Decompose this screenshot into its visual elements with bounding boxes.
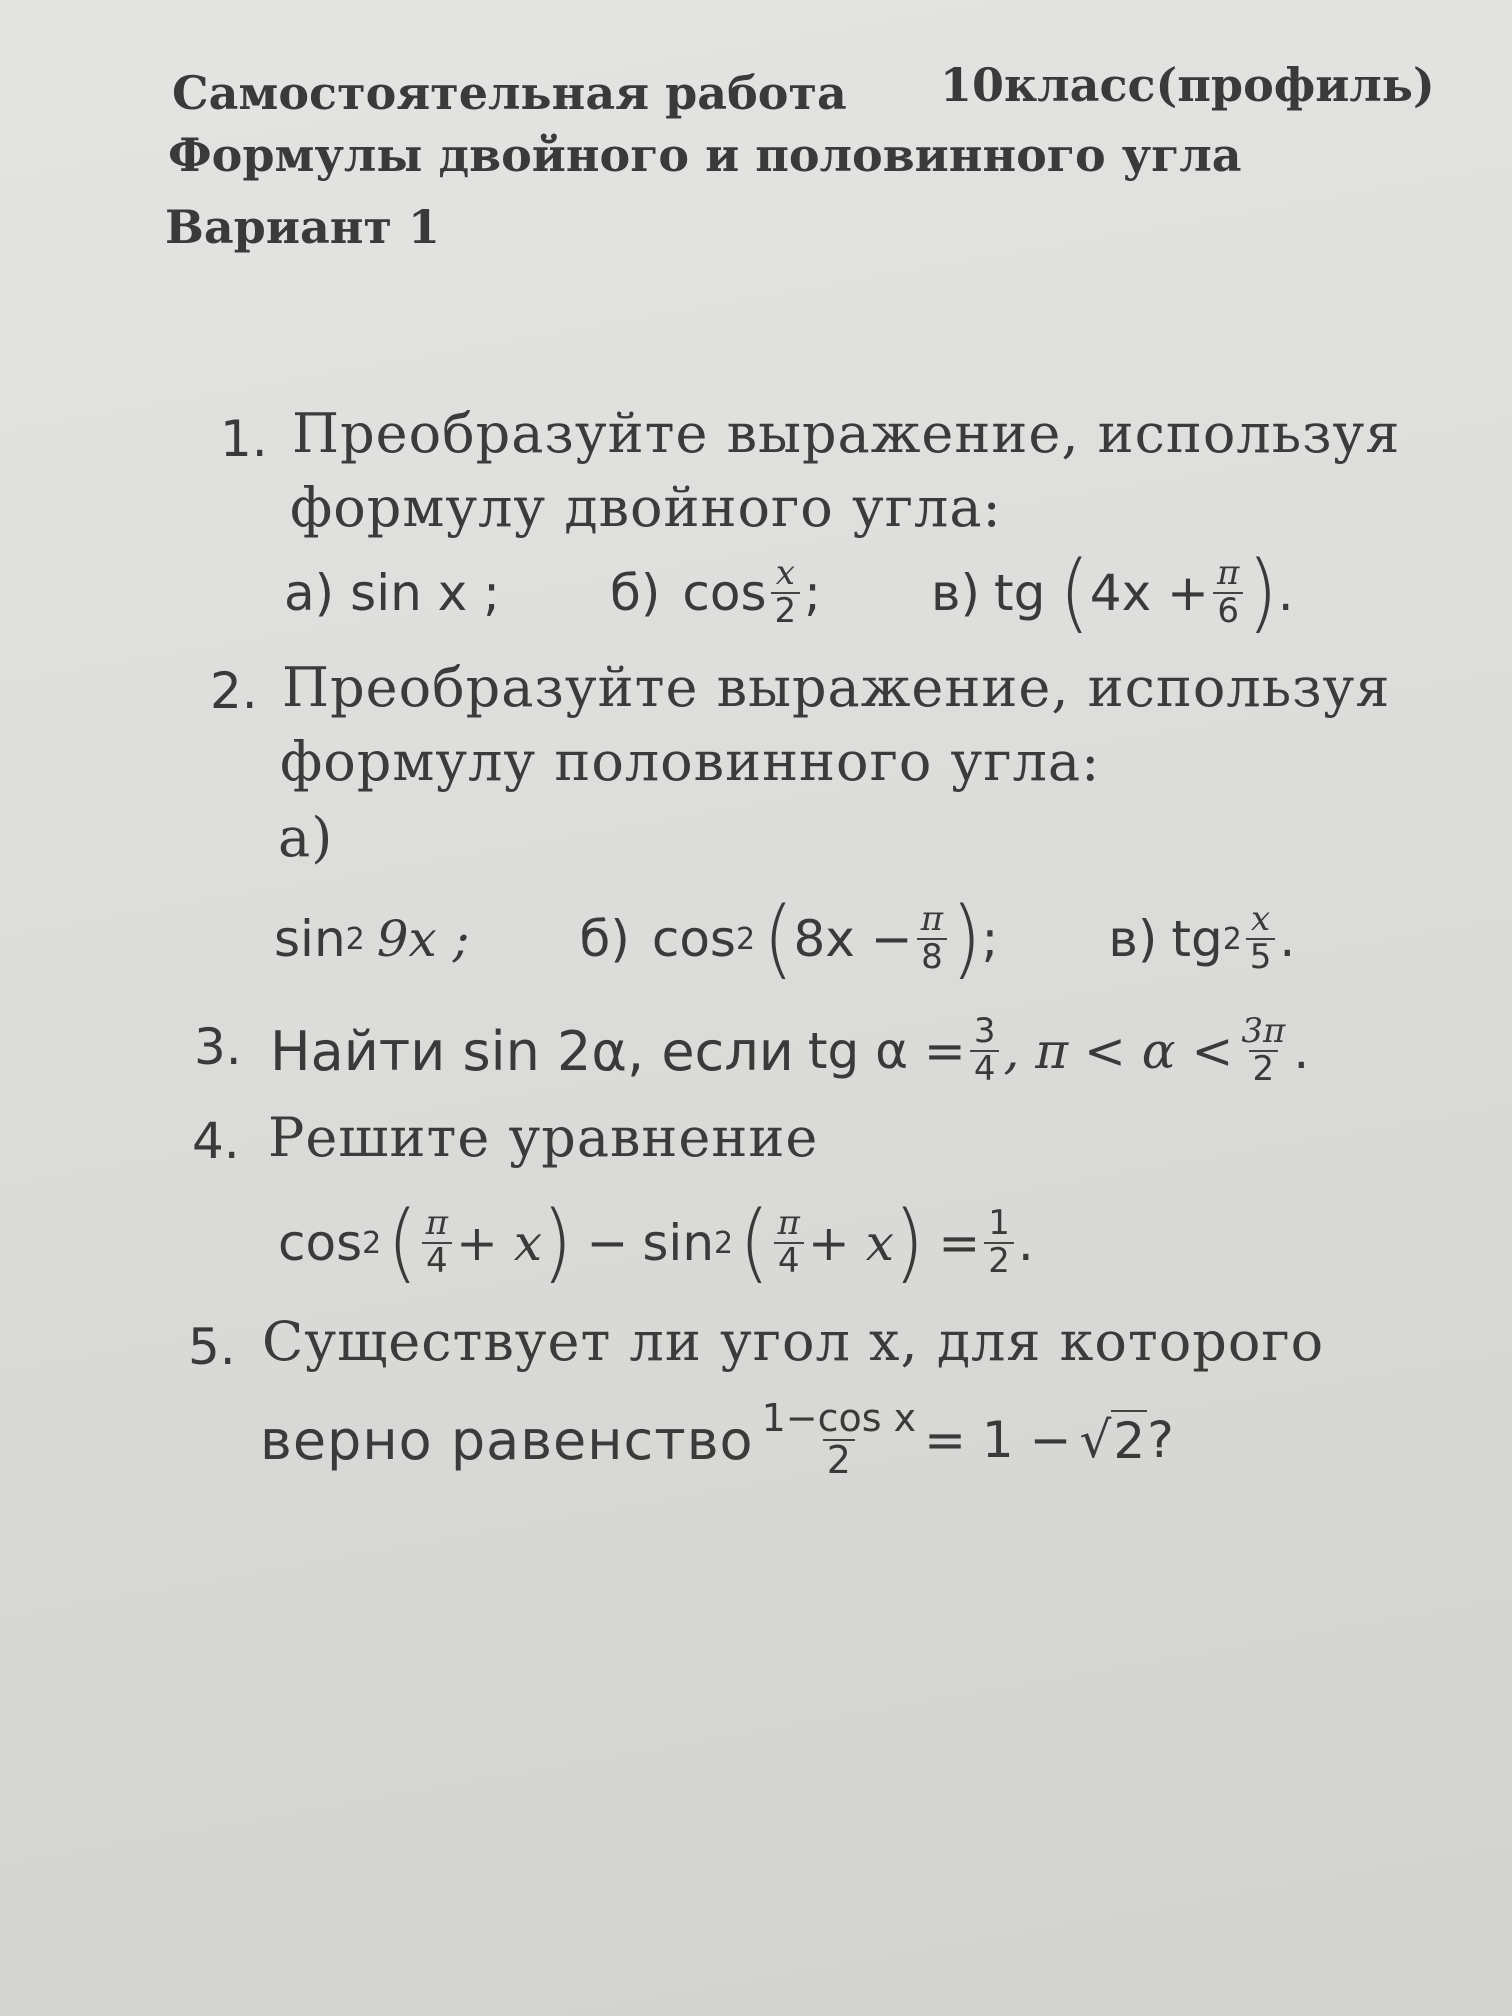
task-1-c-inner: 4x + — [1089, 564, 1209, 622]
right-paren-icon: ) — [542, 1193, 573, 1293]
task-5-frac-den: 2 — [823, 1439, 855, 1481]
task-1-c-label: в) — [931, 564, 980, 622]
task-4-rfrac — [984, 1203, 1014, 1281]
task-4-f2: sin — [642, 1214, 715, 1272]
task-4-n1: π — [425, 1203, 449, 1244]
task-5-fraction — [758, 1396, 921, 1482]
task-4-d1: 4 — [422, 1242, 452, 1280]
task-3-number: 3. — [194, 1018, 242, 1076]
title-right: 10класс(профиль) — [940, 58, 1435, 112]
task-1-b-den: 2 — [771, 592, 801, 630]
task-2-number: 2. — [210, 662, 258, 720]
task-5-frac-num: 1−cos x — [761, 1396, 917, 1441]
task-4-n2: π — [777, 1203, 800, 1244]
task-3-line — [270, 996, 1309, 1106]
right-paren-icon: ) — [951, 889, 982, 989]
topic-title: Формулы двойного и половинного угла — [168, 128, 1242, 182]
task-5-number: 5. — [188, 1318, 236, 1376]
sqrt-icon: √ — [1079, 1411, 1112, 1469]
task-2-b-num: π — [920, 899, 944, 940]
task-4-in2: + x — [807, 1214, 894, 1272]
task-2-a-arg: 9x ; — [376, 910, 470, 968]
title-left: Самостоятельная работа — [172, 66, 847, 120]
task-4-in1: + x — [456, 1214, 543, 1272]
task-4-p1: 2 — [362, 1225, 382, 1261]
left-paren-icon: ( — [739, 1193, 770, 1293]
left-paren-icon: ( — [387, 1193, 418, 1293]
task-1-c-end: . — [1277, 564, 1294, 622]
task-2-a-pow: 2 — [345, 921, 365, 957]
task-3-cond-mid: , π < α < — [1003, 1022, 1234, 1080]
task-2-b-den: 8 — [917, 938, 947, 976]
task-3-cond-fraction2 — [1237, 1011, 1289, 1089]
task-2-a-func: sin — [274, 910, 346, 968]
task-1-b-num: x — [775, 553, 795, 594]
task-2-c-func: tg — [1171, 910, 1223, 968]
task-3-cond-den: 4 — [970, 1050, 1000, 1088]
task-1-c-den: 6 — [1213, 592, 1243, 630]
task-2-c-fraction — [1246, 899, 1276, 977]
task-5-sqrt-val: 2 — [1113, 1412, 1146, 1470]
task-5-line2 — [260, 1380, 1174, 1500]
task-3-cond-num: 3 — [973, 1011, 996, 1052]
task-4-number: 4. — [192, 1112, 240, 1170]
task-2-b-label: б) — [579, 910, 630, 968]
task-2-c-den: 5 — [1246, 938, 1276, 976]
task-1-a-expr: sin x ; — [350, 564, 501, 622]
task-2-b-end: ; — [981, 910, 999, 968]
task-2-c-num: x — [1251, 899, 1271, 940]
task-4-p2: 2 — [714, 1225, 734, 1261]
task-2-c-pow: 2 — [1222, 921, 1242, 957]
right-paren-icon: ) — [893, 1193, 925, 1293]
task-4-frac2 — [774, 1203, 804, 1281]
task-1-line2: формулу двойного угла: — [290, 476, 1002, 539]
task-2-b-func: cos — [651, 910, 736, 968]
task-1-items — [284, 543, 1294, 643]
task-1-c-num: π — [1216, 553, 1240, 594]
task-3-cond-den2: 2 — [1249, 1050, 1279, 1088]
task-4-rd: 2 — [984, 1242, 1014, 1280]
task-4-d2: 4 — [774, 1242, 804, 1280]
task-2-items — [274, 884, 1295, 994]
right-paren-icon: ) — [1247, 543, 1278, 643]
task-4-minus: − — [586, 1214, 629, 1272]
task-2-c-end: . — [1279, 910, 1296, 968]
task-1-number: 1. — [220, 410, 268, 468]
task-5-line1: Существует ли угол x, для которого — [262, 1310, 1325, 1373]
task-5-line2-text: верно равенство — [260, 1408, 754, 1472]
task-3-cond-end: . — [1293, 1022, 1310, 1080]
task-5-end: ? — [1147, 1411, 1174, 1469]
task-1-line1: Преобразуйте выражение, используя — [292, 402, 1401, 465]
task-2-a-label: а) — [278, 806, 334, 869]
task-4-equation — [278, 1188, 1034, 1298]
task-4-rn: 1 — [988, 1203, 1010, 1244]
task-2-b-pow: 2 — [735, 921, 756, 957]
left-paren-icon: ( — [763, 889, 794, 989]
task-3-cond-fraction — [970, 1011, 1000, 1089]
task-1-b-func: cos — [682, 564, 767, 622]
task-1-b-end: ; — [804, 564, 821, 622]
task-1-a-label: а) — [284, 564, 335, 622]
task-3-text: Найти sin 2α, если — [270, 1019, 794, 1083]
task-2-b-inner: 8x − — [793, 910, 913, 968]
task-4-end: . — [1017, 1214, 1034, 1272]
left-paren-icon: ( — [1059, 543, 1090, 643]
task-1-c-fraction — [1213, 553, 1243, 631]
task-2-line2: формулу половинного угла: — [280, 730, 1101, 793]
task-1-b-label: б) — [610, 564, 661, 622]
task-2-c-label: в) — [1108, 910, 1158, 968]
task-3-cond-func: tg α = — [807, 1022, 966, 1080]
task-4-f1: cos — [278, 1214, 363, 1272]
task-1-b-fraction — [771, 553, 801, 631]
task-1-c-func: tg — [993, 564, 1046, 622]
variant-label: Вариант 1 — [165, 200, 440, 254]
task-3-cond-num2: 3π — [1241, 1011, 1286, 1052]
task-4-line1: Решите уравнение — [268, 1106, 819, 1169]
task-4-eq: = — [938, 1214, 981, 1272]
task-5-rhs: = 1 − — [924, 1411, 1072, 1469]
task-2-b-fraction — [917, 899, 947, 977]
task-4-frac1 — [422, 1203, 452, 1281]
task-2-line1: Преобразуйте выражение, используя — [282, 656, 1391, 719]
